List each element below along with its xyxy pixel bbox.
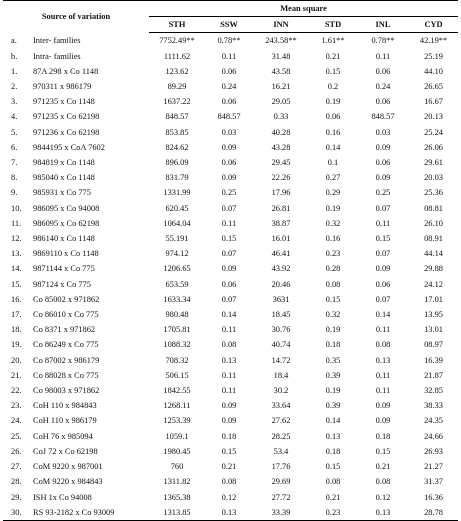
value-cell-inl: 0.09	[375, 142, 391, 152]
value-cell-inn: 29.05	[271, 97, 291, 107]
value-cell-inl: 0.18	[375, 431, 391, 441]
source-cell: 987124 x Co 775	[33, 279, 91, 289]
source-cell: CoH 76 x 985094	[33, 431, 93, 441]
value-cell-cyd: 13.95	[424, 310, 443, 320]
row-index: 15.	[11, 279, 22, 289]
value-cell-inl: 0.11	[375, 325, 391, 335]
value-cell-ssw: 0.09	[221, 142, 237, 152]
row-index: 20.	[11, 355, 22, 365]
value-cell-inn: 28.25	[271, 431, 291, 441]
value-cell-inl: 0.14	[375, 310, 391, 320]
value-cell-inl: 0.07	[375, 294, 391, 304]
value-cell-sth: 708.32	[165, 355, 189, 365]
value-cell-inn: 33.64	[271, 401, 291, 411]
table-row	[3, 474, 458, 489]
table-row	[3, 459, 458, 474]
source-cell: 985040 x Co 1148	[33, 173, 95, 183]
value-cell-sth: 1111.62	[163, 51, 191, 61]
value-cell-sth: 123.62	[165, 66, 189, 76]
value-cell-inn: 17.96	[271, 188, 291, 198]
value-cell-std: 0.16	[325, 127, 341, 137]
value-cell-std: 0.23	[325, 249, 341, 259]
table-row	[3, 398, 458, 413]
value-cell-inn: 38.87	[271, 218, 291, 228]
value-cell-std: 1.61**	[321, 36, 345, 46]
table-row	[3, 307, 458, 322]
value-cell-inn: 43.92	[271, 264, 291, 274]
value-cell-sth: 1842.55	[163, 386, 191, 396]
value-cell-cyd: 20.13	[424, 112, 443, 122]
source-cell: RS 93-2182 x Co 93009	[31, 505, 149, 521]
value-cell-std: 0.15	[325, 294, 341, 304]
value-cell-inn: 3631	[272, 294, 290, 304]
value-cell-inn: 243.58**	[265, 36, 297, 46]
value-cell-inn: 0.33	[273, 112, 289, 122]
value-cell-cyd: 26.93	[424, 446, 443, 456]
value-cell-inl: 0.07	[375, 203, 391, 213]
value-cell-ssw: 848.57	[217, 112, 241, 122]
row-index: 27.	[11, 462, 22, 472]
row-index: 24.	[11, 416, 22, 426]
value-cell-std: 0.1	[327, 158, 339, 168]
value-cell-std: 0.28	[325, 264, 341, 274]
table-row	[3, 140, 458, 155]
value-cell-cyd: 32.85	[424, 386, 443, 396]
row-index: 22.	[11, 386, 22, 396]
value-cell-inl: 0.12	[375, 492, 391, 502]
row-index: 14.	[11, 264, 22, 274]
value-cell-inn: 43.58	[271, 66, 291, 76]
value-cell-sth: 55.191	[165, 234, 189, 244]
value-cell-cyd: 24.35	[424, 416, 443, 426]
table-row	[3, 277, 458, 292]
value-cell-ssw: 0.06	[221, 158, 237, 168]
value-cell-inn: 14.72	[271, 355, 291, 365]
value-cell-inl: 0.09	[375, 401, 391, 411]
table-row	[3, 185, 458, 200]
value-cell-ssw: 0.08	[221, 477, 237, 487]
value-cell-std: 0.35	[325, 355, 341, 365]
table-row	[3, 33, 458, 49]
value-cell-inl: 0.11	[375, 386, 391, 396]
source-cell: CoH 110 x 986179	[33, 416, 97, 426]
value-cell-sth: 1633.34	[163, 294, 191, 304]
table-row	[3, 337, 458, 352]
row-index: 18.	[11, 325, 22, 335]
source-cell: Co 85002 x 971862	[33, 294, 100, 304]
source-cell: CoH 110 x 984843	[33, 401, 97, 411]
value-cell-ssw: 0.06	[221, 279, 237, 289]
value-cell-cyd: 16.39	[424, 355, 443, 365]
value-cell-cyd: 31.37	[424, 477, 443, 487]
value-cell-inl: 0.11	[375, 51, 391, 61]
value-cell-ssw: 0.12	[221, 492, 237, 502]
value-cell-std: 0.21	[325, 51, 341, 61]
value-cell-std: 0.19	[325, 386, 341, 396]
value-cell-std: 0.14	[325, 142, 341, 152]
value-cell-ssw: 0.09	[221, 401, 237, 411]
row-index: 21.	[11, 370, 22, 380]
source-cell: 984819 x Co 1148	[33, 158, 95, 168]
value-cell-inl: 0.13	[375, 355, 391, 365]
value-cell-inl: 0.11	[375, 370, 391, 380]
row-index: 28.	[11, 477, 22, 487]
value-cell-ssw: 0.06	[221, 66, 237, 76]
value-cell-std: 0.19	[325, 203, 341, 213]
source-cell: Co 88028 x Co 775	[33, 370, 99, 380]
value-cell-ssw: 0.15	[221, 446, 237, 456]
table-row	[3, 322, 458, 337]
value-cell-inn: 27.72	[271, 492, 291, 502]
value-cell-ssw: 0.13	[221, 355, 237, 365]
value-cell-ssw: 0.07	[221, 203, 237, 213]
value-cell-sth: 980.48	[165, 310, 189, 320]
value-cell-ssw: 0.13	[205, 505, 253, 521]
value-cell-sth: 1064.04	[163, 218, 191, 228]
value-cell-ssw: 0.78**	[217, 36, 241, 46]
value-cell-sth: 1253.39	[163, 416, 191, 426]
value-cell-std: 0.21	[325, 492, 341, 502]
row-index: 19.	[11, 340, 22, 350]
source-cell: 9871144 x Co 775	[33, 264, 95, 274]
table-row	[3, 79, 458, 94]
mean-square-header: Mean square	[149, 1, 458, 17]
value-cell-ssw: 0.21	[221, 462, 237, 472]
value-cell-ssw: 0.11	[221, 325, 237, 335]
source-cell: CoM 9220 x 987001	[33, 462, 103, 472]
value-cell-cyd: 44.10	[424, 66, 443, 76]
table-row	[3, 246, 458, 261]
source-cell: 986140 x Co 1148	[33, 234, 95, 244]
row-index: 29.	[11, 492, 22, 502]
value-cell-std: 0.16	[325, 234, 341, 244]
value-cell-inl: 0.06	[375, 158, 391, 168]
table-row	[3, 261, 458, 276]
value-cell-sth: 89.29	[167, 82, 187, 92]
value-cell-sth: 506.15	[165, 370, 189, 380]
value-cell-ssw: 0.07	[221, 249, 237, 259]
source-cell: 9844195 x CoA 7602	[33, 142, 105, 152]
table-row	[3, 231, 458, 246]
row-index: 11.	[11, 218, 22, 228]
value-cell-inl: 0.06	[375, 66, 391, 76]
value-cell-inl: 0.78**	[371, 36, 395, 46]
column-header-inn: INN	[253, 17, 309, 33]
column-header-ssw: SSW	[205, 17, 253, 33]
value-cell-std: 0.39	[325, 370, 341, 380]
source-cell: Intra- families	[33, 51, 81, 61]
value-cell-ssw: 0.11	[221, 218, 237, 228]
row-index: 3.	[11, 97, 18, 107]
value-cell-ssw: 0.11	[221, 51, 237, 61]
value-cell-ssw: 0.07	[221, 294, 237, 304]
source-cell: 87A 298 x Co 1148	[33, 66, 99, 76]
value-cell-cyd: 24.66	[424, 431, 443, 441]
value-cell-cyd: 13.01	[424, 325, 443, 335]
value-cell-sth: 7752.49**	[159, 36, 195, 46]
table-row	[3, 64, 458, 79]
table-row	[3, 292, 458, 307]
value-cell-inn: 20.46	[271, 279, 291, 289]
row-index: 5.	[11, 127, 18, 137]
value-cell-cyd: 25.36	[424, 188, 443, 198]
source-cell: 986095 x Co 94008	[33, 203, 100, 213]
value-cell-inn: 53.4	[273, 446, 289, 456]
value-cell-ssw: 0.06	[221, 97, 237, 107]
column-header-sth: STH	[149, 17, 205, 33]
anova-table	[3, 0, 458, 521]
value-cell-std: 0.32	[325, 218, 341, 228]
value-cell-std: 0.19	[325, 97, 341, 107]
value-cell-cyd: 44.14	[424, 249, 443, 259]
row-index: 7.	[11, 158, 18, 168]
value-cell-sth: 896.09	[165, 158, 189, 168]
row-index: 10.	[11, 203, 22, 213]
value-cell-ssw: 0.15	[221, 234, 237, 244]
column-header-inl: INL	[357, 17, 409, 33]
value-cell-ssw: 0.25	[221, 188, 237, 198]
value-cell-inn: 16.21	[271, 82, 291, 92]
value-cell-sth: 1059.1	[165, 431, 189, 441]
value-cell-std: 0.2	[327, 82, 339, 92]
source-cell: 971236 x Co 62198	[33, 127, 100, 137]
row-index: 16.	[11, 294, 22, 304]
value-cell-std: 0.29	[325, 188, 341, 198]
value-cell-cyd: 25.19	[424, 51, 443, 61]
value-cell-ssw: 0.18	[221, 431, 237, 441]
table-row	[3, 368, 458, 383]
value-cell-cyd: 08.97	[424, 340, 443, 350]
table-row	[3, 444, 458, 459]
value-cell-ssw: 0.24	[221, 82, 237, 92]
source-cell: ISH 1x Co 94008	[33, 492, 92, 502]
source-cell: Inter- families	[33, 36, 81, 46]
row-index: 1.	[11, 66, 18, 76]
value-cell-inl: 848.57	[371, 112, 395, 122]
value-cell-sth: 1705.81	[163, 325, 191, 335]
value-cell-inn: 22.26	[271, 173, 291, 183]
source-cell: CoJ 72 x Co 62198	[33, 446, 98, 456]
value-cell-inn: 26.81	[271, 203, 291, 213]
value-cell-cyd: 16.67	[424, 97, 443, 107]
value-cell-inl: 0.06	[375, 279, 391, 289]
table-row	[3, 505, 458, 521]
value-cell-std: 0.23	[309, 505, 357, 521]
value-cell-cyd: 08.91	[424, 234, 443, 244]
value-cell-cyd: 28.78	[409, 505, 458, 521]
value-cell-sth: 653.59	[165, 279, 189, 289]
value-cell-inn: 29.69	[271, 477, 291, 487]
source-cell: Co 87002 x 986179	[33, 355, 100, 365]
value-cell-sth: 848.57	[165, 112, 189, 122]
value-cell-inn: 18.45	[271, 310, 291, 320]
row-index: 12.	[11, 234, 22, 244]
row-index: 17.	[11, 310, 22, 320]
column-header-std: STD	[309, 17, 357, 33]
value-cell-cyd: 29.88	[424, 264, 443, 274]
table-header	[3, 1, 458, 33]
value-cell-cyd: 25.24	[424, 127, 443, 137]
value-cell-sth: 831.79	[165, 173, 189, 183]
value-cell-inl: 0.09	[375, 173, 391, 183]
table-row	[3, 429, 458, 444]
source-cell: 985931 x Co 775	[33, 188, 91, 198]
source-of-variation-header: Source of variation	[3, 1, 149, 33]
source-cell: 9869110 x Co 1148	[33, 249, 99, 259]
row-index: 23.	[11, 401, 22, 411]
value-cell-std: 0.08	[325, 477, 341, 487]
value-cell-inl: 0.11	[375, 218, 391, 228]
value-cell-sth: 620.45	[165, 203, 189, 213]
value-cell-cyd: 16.36	[424, 492, 443, 502]
value-cell-ssw: 0.03	[221, 127, 237, 137]
row-index: 13.	[11, 249, 22, 259]
value-cell-inl: 0.07	[375, 249, 391, 259]
table-row	[3, 383, 458, 398]
value-cell-ssw: 0.09	[221, 173, 237, 183]
value-cell-ssw: 0.08	[221, 340, 237, 350]
value-cell-std: 0.14	[325, 416, 341, 426]
value-cell-std: 0.15	[325, 462, 341, 472]
row-index: 8.	[11, 173, 18, 183]
value-cell-inn: 17.76	[271, 462, 291, 472]
value-cell-inl: 0.25	[375, 188, 391, 198]
value-cell-cyd: 08.81	[424, 203, 443, 213]
value-cell-sth: 1365.38	[163, 492, 191, 502]
value-cell-sth: 1088.32	[163, 340, 191, 350]
value-cell-ssw: 0.09	[221, 416, 237, 426]
value-cell-inn: 43.28	[271, 142, 291, 152]
table-row	[3, 490, 458, 505]
table-row	[3, 170, 458, 185]
row-index: 4.	[11, 112, 18, 122]
row-index: 30.	[3, 505, 31, 521]
value-cell-inn: 16.01	[271, 234, 291, 244]
value-cell-cyd: 21.27	[424, 462, 443, 472]
value-cell-cyd: 26.10	[424, 218, 443, 228]
value-cell-sth: 974.12	[165, 249, 189, 259]
value-cell-inl: 0.15	[375, 446, 391, 456]
value-cell-cyd: 17.01	[424, 294, 443, 304]
value-cell-std: 0.06	[325, 112, 341, 122]
value-cell-ssw: 0.11	[221, 370, 237, 380]
source-cell: Co 86249 x Co 775	[33, 340, 99, 350]
column-header-cyd: CYD	[409, 17, 458, 33]
value-cell-ssw: 0.14	[221, 310, 237, 320]
value-cell-std: 0.13	[325, 431, 341, 441]
source-cell: Co 8371 x 971862	[33, 325, 96, 335]
value-cell-sth: 1331.99	[163, 188, 191, 198]
value-cell-inl: 0.08	[375, 340, 391, 350]
value-cell-ssw: 0.09	[221, 264, 237, 274]
value-cell-std: 0.39	[325, 401, 341, 411]
value-cell-inl: 0.09	[375, 264, 391, 274]
value-cell-inn: 31.48	[271, 51, 291, 61]
value-cell-std: 0.18	[325, 340, 341, 350]
source-cell: 971235 x Co 1148	[33, 97, 95, 107]
value-cell-cyd: 42.19**	[419, 36, 448, 46]
table-row	[3, 155, 458, 170]
table-row	[3, 109, 458, 124]
table-row	[3, 216, 458, 231]
row-index: 25.	[11, 431, 22, 441]
value-cell-cyd: 21.87	[424, 370, 443, 380]
table-row	[3, 125, 458, 140]
value-cell-std: 0.18	[325, 446, 341, 456]
value-cell-inn: 30.2	[273, 386, 289, 396]
value-cell-cyd: 29.61	[424, 158, 443, 168]
source-cell: 986095 x Co 62198	[33, 218, 100, 228]
value-cell-inn: 46.41	[271, 249, 291, 259]
table-body	[3, 33, 458, 521]
value-cell-inl: 0.09	[375, 416, 391, 426]
value-cell-inl: 0.03	[375, 127, 391, 137]
value-cell-inn: 18.4	[273, 370, 289, 380]
value-cell-inn: 33.39	[253, 505, 309, 521]
value-cell-inl: 0.24	[375, 82, 391, 92]
source-cell: 970311 x 986179	[33, 82, 92, 92]
value-cell-sth: 1311.82	[163, 477, 191, 487]
row-index: 9.	[11, 188, 18, 198]
value-cell-cyd: 26.06	[424, 142, 443, 152]
row-index: 2.	[11, 82, 18, 92]
value-cell-sth: 1313.85	[149, 505, 205, 521]
row-index: b.	[11, 51, 18, 61]
table-row	[3, 353, 458, 368]
value-cell-sth: 1268.11	[163, 401, 191, 411]
value-cell-sth: 1637.22	[163, 97, 191, 107]
source-cell: 971235 x Co 62198	[33, 112, 100, 122]
value-cell-inn: 40.74	[271, 340, 291, 350]
table-row	[3, 201, 458, 216]
value-cell-std: 0.27	[325, 173, 341, 183]
value-cell-inl: 0.06	[375, 97, 391, 107]
value-cell-inl: 0.08	[375, 477, 391, 487]
value-cell-sth: 824.62	[165, 142, 189, 152]
value-cell-inn: 40.28	[271, 127, 291, 137]
value-cell-inl: 0.15	[375, 234, 391, 244]
source-cell: Co 98003 x 971862	[33, 386, 100, 396]
value-cell-ssw: 0.11	[221, 386, 237, 396]
value-cell-cyd: 20.03	[424, 173, 443, 183]
value-cell-std: 0.19	[325, 325, 341, 335]
value-cell-inl: 0.13	[357, 505, 409, 521]
row-index: 6.	[11, 142, 18, 152]
table-row	[3, 413, 458, 428]
value-cell-cyd: 38.33	[424, 401, 443, 411]
table-row	[3, 49, 458, 64]
value-cell-std: 0.08	[325, 279, 341, 289]
value-cell-sth: 853.85	[165, 127, 189, 137]
table-row	[3, 94, 458, 109]
value-cell-std: 0.32	[325, 310, 341, 320]
value-cell-inn: 30.76	[271, 325, 291, 335]
value-cell-sth: 1206.65	[163, 264, 191, 274]
value-cell-inn: 29.45	[271, 158, 291, 168]
row-index: 26.	[11, 446, 22, 456]
source-cell: CoM 9220 x 984843	[33, 477, 103, 487]
value-cell-cyd: 26.65	[424, 82, 443, 92]
value-cell-sth: 760	[170, 462, 184, 472]
source-cell: Co 86010 x Co 775	[33, 310, 99, 320]
value-cell-inl: 0.21	[375, 462, 391, 472]
row-index: a.	[11, 36, 17, 46]
value-cell-cyd: 24.12	[424, 279, 443, 289]
value-cell-sth: 1980.45	[163, 446, 191, 456]
value-cell-std: 0.15	[325, 66, 341, 76]
value-cell-inn: 27.62	[271, 416, 291, 426]
